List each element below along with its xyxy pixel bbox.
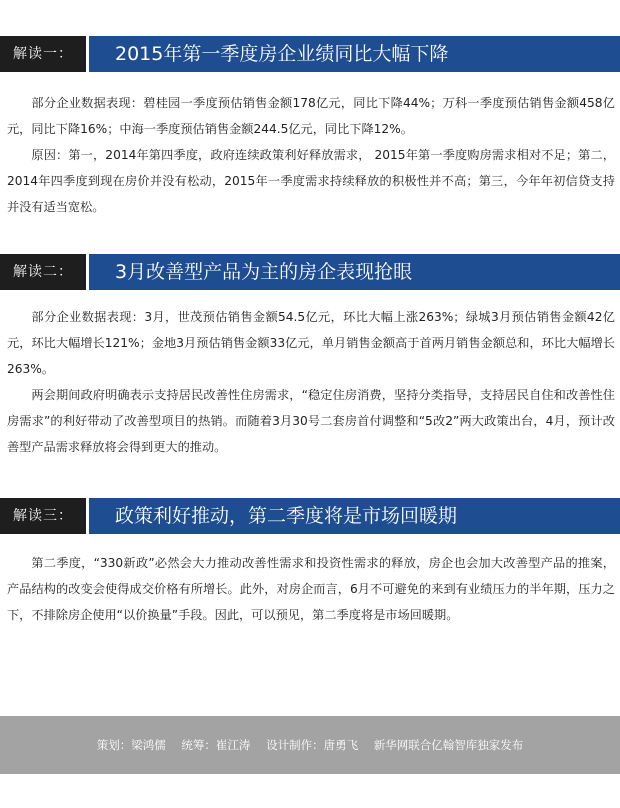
footer-designer: 设计制作：唐勇飞 [266,738,359,752]
section-1-tag: 解读一： [0,36,86,72]
section-1-header [0,36,620,72]
section-2-tag: 解读二： [0,254,86,290]
section-2-header [0,254,620,290]
section-3-paragraph-1: 第二季度，“330新政”必然会大力推动改善性需求和投资性需求的释放，房企也会加大改善型产品的推案，产品结构的改变会使得成交价格有所增长。此外，对房企而言，6月不可避免的来到有业绩压力的半年期，压力之下，不排除房企使用“以价换量”手段。因此，可以预见，第二季度将是市场回暖期。 [7,556,615,622]
section-3-header [0,498,620,534]
section-1-title: 2015年第一季度房企业绩同比大幅下降 [89,36,620,72]
credits-footer [0,716,620,774]
section-3-tag: 解读三： [0,498,86,534]
section-3-title: 政策利好推动，第二季度将是市场回暖期 [89,498,620,534]
footer-planner: 策划：梁鸿儒 [96,738,166,752]
section-1-body [7,90,615,220]
section-1-paragraph-1: 部分企业数据表现：碧桂园一季度预估销售金额178亿元，同比下降44%；万科一季度预估销售金额458亿元，同比下降16%；中海一季度预估销售金额244.5亿元，同比下降12%。 [7,96,615,136]
footer-coordinator: 统筹：崔江涛 [181,738,251,752]
section-3-body [7,550,615,628]
footer-publisher: 新华网联合亿翰智库独家发布 [373,738,524,752]
section-2-paragraph-1: 部分企业数据表现：3月，世茂预估销售金额54.5亿元，环比大幅上涨263%；绿城3月预估销售金额42亿元，环比大幅增长121%；金地3月预估销售金额33亿元，单月销售金额高于首两月销售金额总和，环比大幅增长263%。 [7,310,615,376]
section-2-title: 3月改善型产品为主的房企表现抢眼 [89,254,620,290]
section-1-paragraph-2: 原因：第一，2014年第四季度，政府连续政策利好释放需求， 2015年第一季度购房需求相对不足；第二，2014年四季度到现在房价并没有松动，2015年一季度需求持续释放的积极性并不高；第三，今年年初信贷支持并没有适当宽松。 [7,148,615,214]
section-2-body [7,304,615,460]
section-2-paragraph-2: 两会期间政府明确表示支持居民改善性住房需求，“稳定住房消费，坚持分类指导，支持居民自住和改善性住房需求”的利好带动了改善型项目的热销。而随着3月30号二套房首付调整和“5改2”两大政策出台，4月，预计改善型产品需求释放将会得到更大的推动。 [7,388,615,454]
